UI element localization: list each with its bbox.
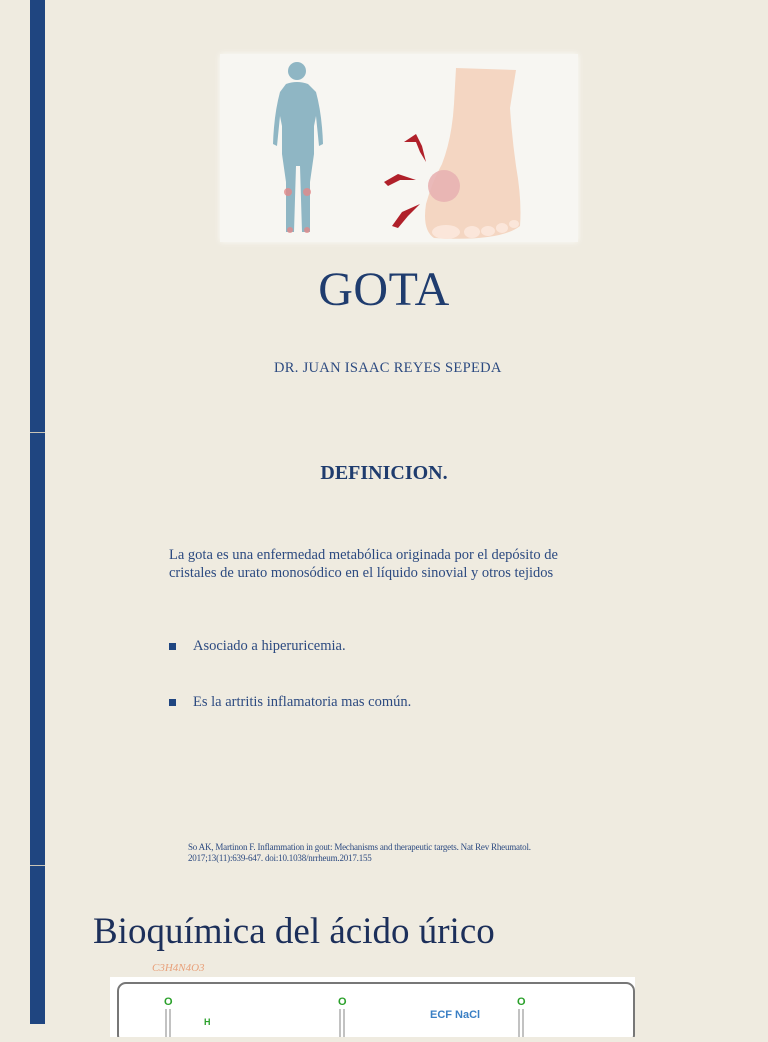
pain-marks [384,134,426,228]
oxygen-label: O [164,996,173,1008]
bullet-text: Asociado a hiperuricemia. [193,638,346,654]
oxygen-label: O [338,996,347,1008]
biochemistry-heading: Bioquímica del ácido úrico [93,911,495,952]
bullet-item [169,694,411,711]
ecf-label: ECF NaCl [430,1009,481,1021]
author-name: DR. JUAN ISAAC REYES SEPEDA [274,360,502,376]
hydrogen-label: H [204,1017,211,1027]
molecular-formula: C3H4N4O3 [152,962,205,974]
gout-illustration [220,54,578,242]
definition-heading: DEFINICION. [320,462,448,484]
human-body-figure [273,62,323,232]
oxygen-label: O [517,996,526,1008]
slide-separator [30,432,45,433]
uric-acid-diagram [110,977,635,1037]
bullet-text: Es la artritis inflamatoria mas común. [193,694,412,710]
square-bullet-icon [169,643,176,650]
slide-separator [30,865,45,866]
left-accent-bar [30,0,45,1024]
bullet-item [169,638,346,655]
presentation-title: GOTA [318,263,450,316]
square-bullet-icon [169,699,176,706]
definition-text: La gota es una enfermedad metabólica originada por el depósito de cristales de urato monosódico en el líquido sinovial y otros tejidos [169,547,558,581]
citation-reference: So AK, Martinon F. Inflammation in gout: Mechanisms and therapeutic targets. Nat Rev Rheumatol. 2017;13(11):639-647. doi:10.1038/nrrheum.2017.155 [188,842,531,863]
foot-illustration [425,68,521,239]
